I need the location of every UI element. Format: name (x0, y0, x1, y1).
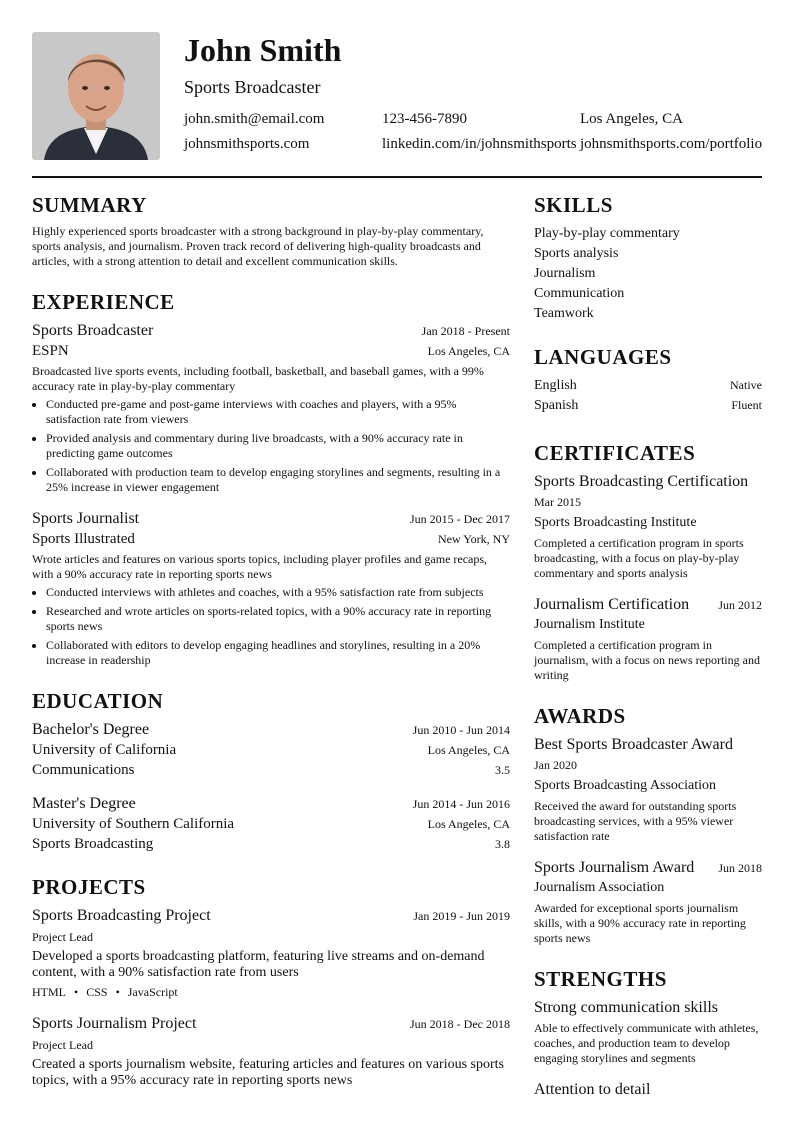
edu-date: Jun 2014 - Jun 2016 (412, 797, 510, 811)
strength-item (534, 1080, 762, 1100)
job-bullet: • Conducted pre-game and post-game interviews with coaches and players, with a 95% satisfaction rate from viewers (46, 397, 510, 427)
strengths-section (534, 966, 762, 1100)
field: Sports Broadcasting (32, 836, 154, 852)
job-bullet: • Collaborated with production team to develop engaging storylines and segments, resulting in a 25% increase in viewer engagement (46, 465, 510, 495)
language-level: Fluent (731, 398, 762, 412)
website[interactable]: johnsmithsports.com (184, 136, 310, 152)
tech-tag: CSS (86, 985, 108, 999)
job-bullet: • Conducted interviews with athletes and coaches, with a 95% satisfaction rate from subjects (46, 585, 510, 600)
degree: Master's Degree (32, 795, 136, 812)
award-issuer: Sports Broadcasting Association (534, 778, 716, 793)
award-description: Received the award for outstanding sports broadcasting services, with a 95% viewer satisfaction rate (534, 799, 737, 843)
portfolio[interactable]: johnsmithsports.com/portfolio (580, 136, 763, 152)
section-heading: EDUCATION (32, 689, 164, 713)
gpa: 3.5 (495, 763, 510, 777)
certificate-date: Jun 2012 (718, 598, 762, 612)
job-description: Broadcasted live sports events, including football, basketball, and baseball games, with a 99% accuracy rate in play-by-play commentary (32, 364, 484, 393)
section-heading: SUMMARY (32, 193, 147, 217)
project-date: Jun 2018 - Dec 2018 (410, 1017, 510, 1031)
edu-location: Los Angeles, CA (427, 817, 510, 831)
project-item (32, 1014, 510, 1089)
section-heading: LANGUAGES (534, 345, 672, 369)
project-item (32, 906, 510, 1000)
education-section (32, 688, 510, 854)
language-level: Native (730, 378, 762, 392)
certificate-description: Completed a certification program in sports broadcasting, with a focus on play-by-play commentary and sports analysis (534, 536, 744, 580)
award-date: Jun 2018 (718, 861, 762, 875)
project-description: Created a sports journalism website, featuring articles and features on various sports topics, with a 95% accuracy rate in reporting sports news (32, 1057, 504, 1088)
company: Sports Illustrated (32, 531, 135, 547)
award-title: Sports Journalism Award (534, 859, 695, 876)
projects-section (32, 874, 510, 1089)
contact-info (184, 110, 762, 154)
phone[interactable]: 123-456-7890 (382, 111, 467, 127)
summary-section (32, 192, 510, 269)
right-column (534, 192, 762, 1120)
project-title: Sports Journalism Project (32, 1015, 197, 1032)
certificate-title: Sports Broadcasting Certification (534, 473, 749, 490)
email[interactable]: john.smith@email.com (184, 111, 325, 127)
certificate-title: Journalism Certification (534, 596, 690, 613)
school: University of Southern California (32, 816, 235, 832)
section-heading: AWARDS (534, 704, 626, 728)
section-heading: STRENGTHS (534, 967, 667, 991)
experience-item (32, 321, 510, 495)
certificate-item (534, 595, 762, 683)
language-item (534, 396, 762, 416)
strength-title: Attention to detail (534, 1081, 651, 1098)
left-column (32, 192, 510, 1109)
award-date: Jan 2020 (534, 758, 577, 772)
experience-item (32, 509, 510, 668)
award-description: Awarded for exceptional sports journalism skills, with a 90% accuracy rate in reporting sports news (534, 901, 746, 945)
candidate-name: John Smith (184, 32, 342, 68)
languages-section (534, 344, 762, 416)
job-bullet: • Researched and wrote articles on sports-related topics, with a 90% accuracy rate in reporting sports news (46, 604, 510, 634)
award-issuer: Journalism Association (534, 880, 665, 895)
profile-photo (32, 32, 160, 160)
education-item (32, 720, 510, 780)
skill-item: Teamwork (534, 306, 594, 321)
edu-date: Jun 2010 - Jun 2014 (412, 723, 510, 737)
field: Communications (32, 762, 135, 778)
job-date: Jan 2018 - Present (421, 324, 510, 338)
project-role: Project Lead (32, 1038, 93, 1052)
school: University of California (32, 742, 177, 758)
location: Los Angeles, CA (580, 111, 683, 127)
certificates-section (534, 440, 762, 683)
certificate-date: Mar 2015 (534, 495, 581, 509)
job-bullet: • Provided analysis and commentary during live broadcasts, with a 90% accuracy rate in predicting game outcomes (46, 431, 510, 461)
skills-section (534, 192, 762, 324)
skill-item: Communication (534, 286, 625, 301)
skill-item: Journalism (534, 266, 596, 281)
certificate-issuer: Journalism Institute (534, 617, 645, 632)
experience-section (32, 289, 510, 668)
award-item (534, 735, 762, 844)
language-name: Spanish (534, 398, 579, 413)
header-divider (32, 176, 762, 178)
company: ESPN (32, 343, 69, 359)
strength-description: Able to effectively communicate with athletes, coaches, and production team to develop engaging storylines and segments (534, 1021, 759, 1065)
project-title: Sports Broadcasting Project (32, 907, 211, 924)
section-heading: SKILLS (534, 193, 613, 217)
project-description: Developed a sports broadcasting platform, featuring live streams and on-demand content, with a 90% satisfaction rate from users (32, 949, 485, 980)
skill-item: Sports analysis (534, 246, 619, 261)
job-title: Sports Journalist (32, 510, 140, 527)
project-tech: HTML • CSS • JavaScript (32, 985, 178, 999)
job-bullet: • Collaborated with editors to develop engaging headlines and storylines, resulting in a 20% increase in readership (46, 638, 510, 668)
job-location: New York, NY (437, 532, 510, 546)
strength-item (534, 998, 762, 1066)
section-heading: PROJECTS (32, 875, 146, 899)
award-item (534, 858, 762, 946)
candidate-title: Sports Broadcaster (184, 77, 321, 97)
tech-tag: HTML (32, 985, 66, 999)
section-heading: EXPERIENCE (32, 290, 175, 314)
linkedin[interactable]: linkedin.com/in/johnsmithsports (382, 136, 577, 152)
strength-title: Strong communication skills (534, 999, 718, 1016)
language-name: English (534, 378, 577, 393)
education-item (32, 794, 510, 854)
language-item (534, 376, 762, 396)
job-title: Sports Broadcaster (32, 322, 154, 339)
tech-tag: JavaScript (127, 985, 178, 999)
skill-item: Play-by-play commentary (534, 226, 680, 241)
certificate-description: Completed a certification program in journalism, with a focus on news reporting and writing (534, 638, 760, 682)
section-heading: CERTIFICATES (534, 441, 696, 465)
job-description: Wrote articles and features on various sports topics, including player profiles and game recaps, with a 90% accuracy rate in reporting sports news (32, 552, 488, 581)
resume-header (32, 32, 762, 160)
edu-location: Los Angeles, CA (427, 743, 510, 757)
project-role: Project Lead (32, 930, 93, 944)
summary-text: Highly experienced sports broadcaster with a strong background in play-by-play commentary, sports analysis, and journalism. Proven track record of delivering high-quality broadcasts and articles, with a strong attention to detail and excellent communication skills. (32, 224, 484, 268)
job-location: Los Angeles, CA (427, 344, 510, 358)
project-date: Jan 2019 - Jun 2019 (413, 909, 510, 923)
gpa: 3.8 (495, 837, 510, 851)
award-title: Best Sports Broadcaster Award (534, 736, 733, 753)
degree: Bachelor's Degree (32, 721, 150, 738)
awards-section (534, 703, 762, 946)
job-date: Jun 2015 - Dec 2017 (410, 512, 510, 526)
certificate-issuer: Sports Broadcasting Institute (534, 515, 697, 530)
certificate-item (534, 472, 762, 581)
